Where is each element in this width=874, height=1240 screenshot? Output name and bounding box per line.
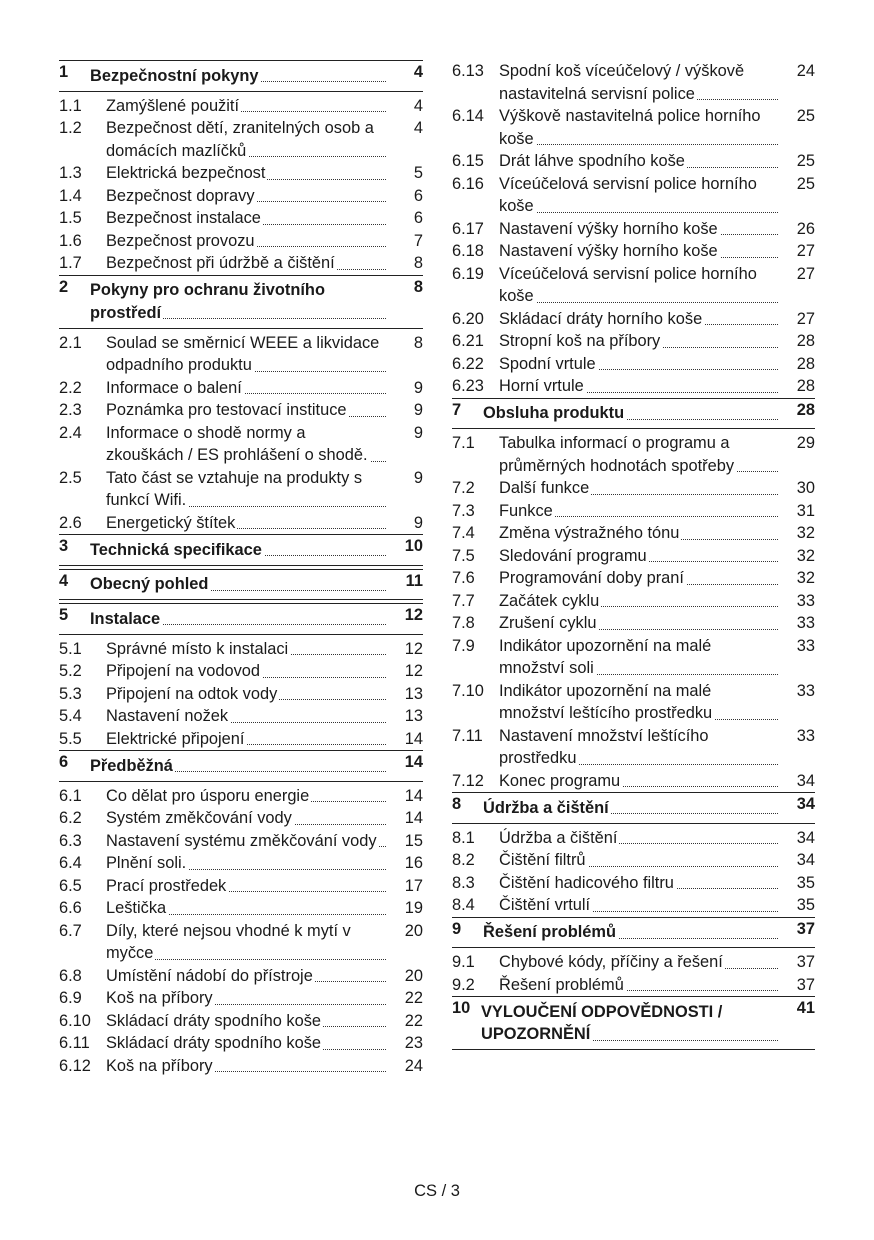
toc-number: 2.3 xyxy=(59,401,82,419)
toc-entry-6-4[interactable] xyxy=(59,852,423,875)
toc-title: Konec programu xyxy=(499,771,621,790)
toc-page-number: 20 xyxy=(404,921,423,940)
toc-title: Nastavení výšky horního koše xyxy=(499,219,718,238)
toc-number: 6.2 xyxy=(59,809,82,827)
toc-page-number: 12 xyxy=(404,606,423,624)
toc-entry-6-2[interactable] xyxy=(59,807,423,830)
toc-title: Bezpečnostní pokyny xyxy=(90,66,259,85)
toc-page-number: 35 xyxy=(796,873,815,892)
toc-page-number: 13 xyxy=(404,684,423,703)
toc-entry-8-4[interactable] xyxy=(452,894,815,917)
toc-page-number: 27 xyxy=(796,242,815,260)
toc-entry-7-10[interactable] xyxy=(452,680,815,725)
toc-page-number: 33 xyxy=(796,636,815,655)
toc-entry-5-5[interactable] xyxy=(59,728,423,751)
toc-page-number: 33 xyxy=(796,591,815,610)
toc-title: Drát láhve spodního koše xyxy=(499,152,685,170)
toc-number: 6 xyxy=(59,753,69,771)
toc-number: 6.20 xyxy=(452,309,484,328)
toc-page-number: 13 xyxy=(404,707,423,725)
toc-entry-7-4[interactable] xyxy=(452,522,815,545)
toc-number: 6.1 xyxy=(59,786,82,805)
toc-page-number: 11 xyxy=(405,571,423,590)
toc-number: 7.8 xyxy=(452,614,475,632)
toc-page-number: 14 xyxy=(404,809,423,827)
toc-number: 2.4 xyxy=(59,423,82,442)
toc-title: Skládací dráty horního koše xyxy=(499,309,703,328)
toc-title: Koš na příbory xyxy=(106,989,213,1007)
toc-title: Čištění vrtulí xyxy=(499,896,591,914)
toc-page-number: 12 xyxy=(404,639,423,658)
toc-title: Víceúčelová servisní police horního koše xyxy=(499,174,757,215)
toc-page-number: 24 xyxy=(404,1056,423,1075)
toc-title: Systém změkčování vody xyxy=(106,809,292,827)
toc-number: 7.1 xyxy=(452,434,475,452)
toc-title: Díly, které nejsou vhodné k mytí v myčce xyxy=(106,921,351,962)
toc-number: 6.17 xyxy=(452,219,484,238)
toc-title: Zamýšlené použití xyxy=(106,96,240,115)
toc-left-column xyxy=(59,60,423,1080)
toc-title: Nastavení výšky horního koše xyxy=(499,242,718,260)
toc-title: Bezpečnost dopravy xyxy=(106,186,255,205)
toc-title: Víceúčelová servisní police horního koše xyxy=(499,264,757,305)
toc-entry-7-12[interactable] xyxy=(452,770,815,793)
toc-entry-1-1[interactable] xyxy=(59,95,423,118)
toc-number: 7.5 xyxy=(452,546,475,565)
toc-title: Spodní koš víceúčelový / výškově nastavitelná servisní police xyxy=(499,62,745,103)
toc-title: Změna výstražného tónu xyxy=(499,524,680,542)
toc-entry-7-5[interactable] xyxy=(452,545,815,568)
toc-title: Čištění hadicového filtru xyxy=(499,873,674,892)
toc-number: 9.2 xyxy=(452,975,475,994)
toc-entry-2-4[interactable] xyxy=(59,422,423,467)
toc-title: Čištění filtrů xyxy=(499,851,586,869)
toc-entry-2-6[interactable] xyxy=(59,512,423,535)
toc-number: 6.13 xyxy=(452,62,484,80)
toc-title: Programování doby praní xyxy=(499,569,684,587)
toc-title: Připojení na vodovod xyxy=(106,662,260,680)
toc-entry-6-22[interactable] xyxy=(452,353,815,376)
toc-number: 7.6 xyxy=(452,569,475,587)
toc-title: Bezpečnost při údržbě a čištění xyxy=(106,254,335,272)
toc-page-number: 34 xyxy=(796,771,815,790)
toc-title: Nastavení množství leštícího prostředku xyxy=(499,726,709,767)
toc-page-number: 28 xyxy=(796,377,815,395)
toc-entry-6-20[interactable] xyxy=(452,308,815,331)
toc-number: 5.3 xyxy=(59,684,82,703)
toc-title: Co dělat pro úsporu energie xyxy=(106,786,310,805)
toc-entry-6-1[interactable] xyxy=(59,785,423,808)
toc-title: Skládací dráty spodního koše xyxy=(106,1034,322,1052)
toc-number: 7.10 xyxy=(452,681,484,700)
toc-section-4[interactable] xyxy=(59,569,423,601)
toc-entry-1-6[interactable] xyxy=(59,230,423,253)
toc-section-10[interactable] xyxy=(452,996,815,1050)
toc-title: Elektrická bezpečnost xyxy=(106,164,266,182)
toc-entry-7-7[interactable] xyxy=(452,590,815,613)
toc-title: Chybové kódy, příčiny a řešení xyxy=(499,953,723,971)
toc-title: Bezpečnost instalace xyxy=(106,209,261,227)
toc-page-number: 27 xyxy=(796,264,815,283)
toc-page-number: 9 xyxy=(413,378,423,397)
toc-page-number: 16 xyxy=(404,854,423,872)
toc-number: 8.2 xyxy=(452,851,475,869)
toc-number: 2 xyxy=(59,277,69,296)
toc-entry-7-1[interactable] xyxy=(452,432,815,477)
toc-page-number: 8 xyxy=(413,277,423,296)
toc-section-5[interactable] xyxy=(59,603,423,635)
toc-title: Údržba a čištění xyxy=(499,828,618,847)
toc-number: 10 xyxy=(452,999,471,1017)
toc-page-number: 19 xyxy=(404,899,423,917)
toc-title: Tabulka informací o programu a průměrných hodnotách spotřeby xyxy=(499,434,735,475)
toc-number: 1.6 xyxy=(59,231,82,250)
toc-title: VYLOUČENÍ ODPOVĚDNOSTI / UPOZORNĚNÍ xyxy=(481,1002,723,1043)
toc-entry-7-9[interactable] xyxy=(452,635,815,680)
toc-page-number: 10 xyxy=(404,537,423,555)
toc-number: 8.3 xyxy=(452,873,475,892)
toc-title: Poznámka pro testovací instituce xyxy=(106,401,347,419)
toc-entry-6-16[interactable] xyxy=(452,173,815,218)
toc-section-6[interactable] xyxy=(59,750,423,782)
toc-number: 6.16 xyxy=(452,174,484,193)
toc-number: 7.2 xyxy=(452,479,475,497)
toc-page-number: 8 xyxy=(413,254,423,272)
toc-title: Horní vrtule xyxy=(499,377,584,395)
toc-number: 4 xyxy=(59,571,69,590)
toc-number: 7 xyxy=(452,400,462,419)
toc-page-number: 9 xyxy=(413,401,423,419)
toc-number: 9.1 xyxy=(452,953,475,971)
toc-title: Plnění soli. xyxy=(106,854,187,872)
toc-number: 6.3 xyxy=(59,831,82,850)
toc-number: 5.4 xyxy=(59,707,82,725)
toc-number: 1.4 xyxy=(59,186,82,205)
toc-entry-5-4[interactable] xyxy=(59,705,423,728)
toc-entry-1-4[interactable] xyxy=(59,185,423,208)
toc-page-number: 4 xyxy=(413,96,423,115)
toc-entry-8-3[interactable] xyxy=(452,872,815,895)
toc-entry-2-5[interactable] xyxy=(59,467,423,512)
toc-title: Informace o balení xyxy=(106,378,242,397)
toc-number: 1.2 xyxy=(59,119,82,137)
toc-number: 3 xyxy=(59,537,69,555)
toc-title: Obsluha produktu xyxy=(483,404,625,422)
toc-page-number: 34 xyxy=(796,828,815,847)
toc-page-number: 24 xyxy=(796,62,815,80)
toc-entry-6-5[interactable] xyxy=(59,875,423,898)
toc-entry-7-2[interactable] xyxy=(452,477,815,500)
dot-leader xyxy=(499,212,778,213)
toc-section-7[interactable] xyxy=(452,398,815,430)
toc-page-number: 37 xyxy=(796,975,815,994)
toc-title: Instalace xyxy=(90,609,161,628)
toc-number: 6.11 xyxy=(59,1034,90,1052)
toc-page-number: 22 xyxy=(404,1011,423,1030)
toc-title: Tato část se vztahuje na produkty s funkcí Wifi. xyxy=(106,468,363,509)
toc-entry-5-3[interactable] xyxy=(59,683,423,706)
toc-page-number: 34 xyxy=(796,851,815,869)
toc-page-number: 35 xyxy=(796,896,815,914)
toc-title: Bezpečnost dětí, zranitelných osob a domácích mazlíčků xyxy=(106,119,374,160)
toc-right-column xyxy=(452,60,815,1053)
toc-title: Koš na příbory xyxy=(106,1056,213,1075)
toc-page-number: 14 xyxy=(404,786,423,805)
toc-page-number: 28 xyxy=(796,354,815,373)
toc-section-1[interactable] xyxy=(59,60,423,92)
toc-page-number: 4 xyxy=(413,63,423,81)
toc-page-number: 4 xyxy=(413,119,423,137)
toc-page-number: 5 xyxy=(413,164,423,182)
toc-entry-7-11[interactable] xyxy=(452,725,815,770)
toc-entry-6-19[interactable] xyxy=(452,263,815,308)
toc-number: 2.1 xyxy=(59,333,82,352)
toc-number: 8.1 xyxy=(452,828,475,847)
toc-section-9[interactable] xyxy=(452,917,815,949)
toc-number: 5.2 xyxy=(59,662,82,680)
toc-number: 6.8 xyxy=(59,966,82,985)
toc-title: Nastavení nožek xyxy=(106,707,229,725)
toc-entry-6-3[interactable] xyxy=(59,830,423,853)
toc-number: 7.9 xyxy=(452,636,475,655)
toc-entry-8-2[interactable] xyxy=(452,849,815,872)
toc-page-number: 25 xyxy=(796,152,815,170)
toc-title: Leštička xyxy=(106,899,167,917)
toc-entry-6-12[interactable] xyxy=(59,1055,423,1078)
toc-title: Zrušení cyklu xyxy=(499,614,597,632)
toc-entry-9-1[interactable] xyxy=(452,951,815,974)
toc-section-2[interactable] xyxy=(59,275,423,329)
toc-page-number: 6 xyxy=(413,209,423,227)
toc-number: 6.5 xyxy=(59,876,82,895)
toc-number: 6.10 xyxy=(59,1011,91,1030)
toc-entry-1-5[interactable] xyxy=(59,207,423,230)
toc-entry-6-7[interactable] xyxy=(59,920,423,965)
toc-title: Indikátor upozornění na malé množství leštícího prostředku xyxy=(499,681,713,722)
toc-title: Obecný pohled xyxy=(90,575,209,593)
toc-entry-6-13[interactable] xyxy=(452,60,815,105)
toc-entry-6-10[interactable] xyxy=(59,1010,423,1033)
toc-title: Připojení na odtok vody xyxy=(106,684,278,703)
toc-title: Technická specifikace xyxy=(90,540,262,559)
toc-title: Funkce xyxy=(499,501,553,520)
toc-page-number: 20 xyxy=(404,966,423,985)
toc-number: 6.23 xyxy=(452,377,484,395)
toc-number: 9 xyxy=(452,919,462,938)
toc-number: 8.4 xyxy=(452,896,475,914)
toc-title: Nastavení systému změkčování vody xyxy=(106,831,377,850)
toc-page-number: 32 xyxy=(796,524,815,542)
toc-page-number: 14 xyxy=(404,753,423,771)
toc-page-number: 28 xyxy=(796,332,815,350)
toc-section-8[interactable] xyxy=(452,792,815,824)
toc-title: Řešení problémů xyxy=(483,923,616,941)
toc-title: Energetický štítek xyxy=(106,513,236,532)
toc-page-number: 6 xyxy=(413,186,423,205)
toc-page-number: 8 xyxy=(413,333,423,352)
toc-page-number: 27 xyxy=(796,309,815,328)
toc-page-number: 41 xyxy=(796,999,815,1017)
toc-title: Stropní koš na příbory xyxy=(499,332,661,350)
toc-entry-5-2[interactable] xyxy=(59,660,423,683)
toc-title: Soulad se směrnicí WEEE a likvidace odpadního produktu xyxy=(106,333,380,374)
toc-title: Sledování programu xyxy=(499,546,647,565)
toc-entry-6-9[interactable] xyxy=(59,987,423,1010)
toc-entry-1-3[interactable] xyxy=(59,162,423,185)
toc-title: Správné místo k instalaci xyxy=(106,639,289,658)
toc-title: Prací prostředek xyxy=(106,876,227,895)
dot-leader xyxy=(499,144,778,145)
toc-number: 7.3 xyxy=(452,501,475,520)
toc-page-number: 22 xyxy=(404,989,423,1007)
toc-title: Údržba a čištění xyxy=(483,798,609,817)
toc-entry-6-6[interactable] xyxy=(59,897,423,920)
toc-entry-1-2[interactable] xyxy=(59,117,423,162)
toc-number: 1.5 xyxy=(59,209,82,227)
toc-page-number: 25 xyxy=(796,107,815,125)
toc-page-number: 37 xyxy=(796,953,815,971)
toc-entry-6-14[interactable] xyxy=(452,105,815,150)
dot-leader xyxy=(499,302,778,303)
toc-number: 2.5 xyxy=(59,468,82,487)
toc-page-number: 14 xyxy=(404,729,423,748)
toc-entry-6-8[interactable] xyxy=(59,965,423,988)
toc-entry-2-1[interactable] xyxy=(59,332,423,377)
toc-number: 6.22 xyxy=(452,354,484,373)
toc-title: Elektrické připojení xyxy=(106,729,245,748)
toc-page-number: 26 xyxy=(796,219,815,238)
toc-number: 6.19 xyxy=(452,264,484,283)
toc-number: 1.1 xyxy=(59,96,82,115)
toc-page-number: 32 xyxy=(796,569,815,587)
toc-page-number: 28 xyxy=(796,400,815,419)
toc-number: 5.1 xyxy=(59,639,82,658)
page-number: CS / 3 xyxy=(414,1182,460,1200)
toc-page-number: 29 xyxy=(796,434,815,452)
toc-number: 6.6 xyxy=(59,899,82,917)
toc-page-number: 33 xyxy=(796,726,815,745)
toc-page-number: 25 xyxy=(796,174,815,193)
toc-entry-7-6[interactable] xyxy=(452,567,815,590)
toc-page-number: 7 xyxy=(413,231,423,250)
toc-title: Výškově nastavitelná police horního koše xyxy=(499,107,761,148)
toc-number: 6.12 xyxy=(59,1056,91,1075)
toc-number: 6.15 xyxy=(452,152,484,170)
toc-entry-5-1[interactable] xyxy=(59,638,423,661)
toc-section-3[interactable] xyxy=(59,534,423,566)
toc-entry-7-3[interactable] xyxy=(452,500,815,523)
toc-entry-8-1[interactable] xyxy=(452,827,815,850)
toc-number: 7.7 xyxy=(452,591,475,610)
toc-page-number: 9 xyxy=(413,513,423,532)
toc-page-number: 15 xyxy=(404,831,423,850)
toc-page-number: 31 xyxy=(796,501,815,520)
toc-number: 7.4 xyxy=(452,524,475,542)
toc-entry-6-18[interactable] xyxy=(452,240,815,263)
toc-number: 1 xyxy=(59,63,69,81)
toc-page-number: 12 xyxy=(404,662,423,680)
toc-number: 6.18 xyxy=(452,242,484,260)
toc-title: Pokyny pro ochranu životního prostředí xyxy=(90,281,325,322)
toc-number: 1.7 xyxy=(59,254,82,272)
toc-title: Řešení problémů xyxy=(499,975,624,994)
toc-entry-7-8[interactable] xyxy=(452,612,815,635)
toc-title: Další funkce xyxy=(499,479,590,497)
toc-page-number: 30 xyxy=(796,479,815,497)
toc-number: 5 xyxy=(59,606,69,624)
toc-title: Indikátor upozornění na malé množství soli xyxy=(499,636,712,677)
toc-number: 7.12 xyxy=(452,771,484,790)
toc-entry-6-17[interactable] xyxy=(452,218,815,241)
toc-title: Bezpečnost provozu xyxy=(106,231,255,250)
toc-title: Předběžná xyxy=(90,756,173,775)
toc-number: 6.7 xyxy=(59,921,82,940)
toc-entry-2-3[interactable] xyxy=(59,399,423,422)
toc-entry-6-21[interactable] xyxy=(452,330,815,353)
toc-page-number: 37 xyxy=(796,919,815,938)
toc-title: Skládací dráty spodního koše xyxy=(106,1011,322,1030)
toc-entry-6-15[interactable] xyxy=(452,150,815,173)
toc-number: 6.14 xyxy=(452,107,484,125)
toc-page-number: 33 xyxy=(796,681,815,700)
toc-page-number: 34 xyxy=(796,795,815,813)
toc-title: Spodní vrtule xyxy=(499,354,596,373)
toc-number: 6.21 xyxy=(452,332,484,350)
toc-title: Umístění nádobí do přístroje xyxy=(106,966,313,985)
toc-page-number: 17 xyxy=(404,876,423,895)
toc-entry-6-23[interactable] xyxy=(452,375,815,398)
toc-title: Začátek cyklu xyxy=(499,591,600,610)
toc-page-number: 9 xyxy=(413,423,423,442)
toc-page-number: 33 xyxy=(796,614,815,632)
toc-page-number: 9 xyxy=(413,468,423,487)
toc-number: 8 xyxy=(452,795,462,813)
toc-number: 2.2 xyxy=(59,378,82,397)
toc-page-number: 23 xyxy=(404,1034,423,1052)
toc-page-number: 32 xyxy=(796,546,815,565)
toc-entry-1-7[interactable] xyxy=(59,252,423,275)
toc-number: 2.6 xyxy=(59,513,82,532)
toc-entry-2-2[interactable] xyxy=(59,377,423,400)
toc-title: Informace o shodě normy a zkouškách / ES prohlášení o shodě. xyxy=(106,423,368,464)
toc-entry-9-2[interactable] xyxy=(452,974,815,997)
toc-entry-6-11[interactable] xyxy=(59,1032,423,1055)
toc-number: 5.5 xyxy=(59,729,82,748)
toc-number: 1.3 xyxy=(59,164,82,182)
toc-number: 6.4 xyxy=(59,854,82,872)
toc-number: 7.11 xyxy=(452,726,483,745)
toc-number: 6.9 xyxy=(59,989,82,1007)
